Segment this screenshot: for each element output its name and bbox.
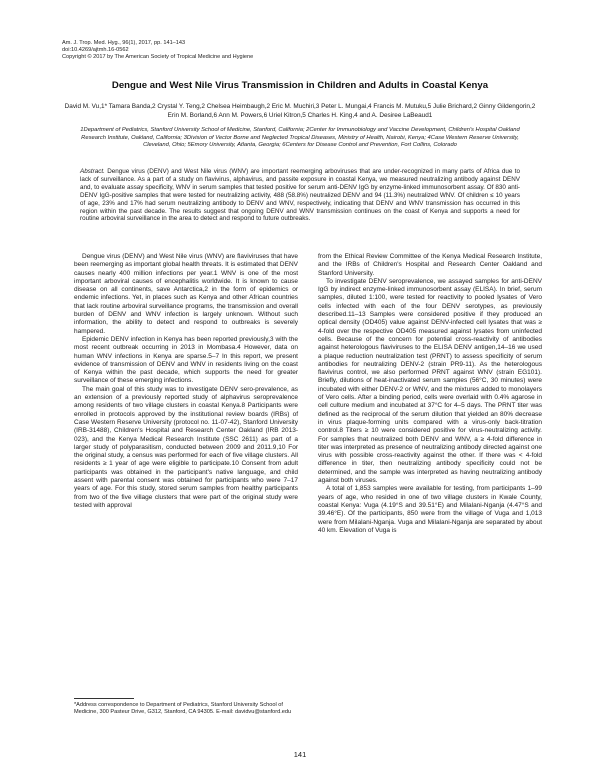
article-title: Dengue and West Nile Virus Transmission in Children and Adults in Coastal Kenya [111, 80, 489, 91]
author-list: David M. Vu,1* Tamara Banda,2 Crystal Y. Teng,2 Chelsea Heimbaugh,2 Eric M. Muchiri,3 Peter L. Mungai,4 Francis M. Mutuku,5 Julie Brichard,2 Ginny Gildengorin,2 Erin M. Borland,6 Ann M. Powers,6 Uriel Kitron,5 Charles H. King,4 and A. Desiree LaBeaud1 [64, 103, 536, 119]
affiliations: 1Department of Pediatrics, Stanford University School of Medicine, Stanford, California; 2Center for Immunobiology and Vaccine Development, Children's Hospital Oakland Research Institute, Oakland, California; 3Division of Vector Borne and Neglected Tropical Diseases, Ministry of Health, Nairobi, Kenya; 4Case Western Reserve University, Cleveland, Ohio; 5Emory University, Atlanta, Georgia; 6Centers for Disease Control and Prevention, Fort Collins, Colorado [80, 127, 520, 149]
abstract [80, 168, 520, 223]
paragraph: A total of 1,853 samples were available for testing, from participants 1–99 years of age, who resided in one of two village clusters in Kwale County, coastal Kenya: Vuga (4.19°S and 39.51°E) and Milalani-Nganja (4.47°S and 39.46°E). Of the participants, 850 were from the village of Vuga and 1,013 were from Milalani-Nganja. Vuga and Milalani-Nganja are separated by about 40 km. Elevation of Vuga is [318, 485, 542, 534]
paragraph: from the Ethical Review Committee of the Kenya Medical Research Institute, and the IRBs of Children's Hospital and Research Center Oakland and Stanford University. [318, 253, 542, 277]
doi: doi:10.4269/ajtmh.16-0562 [62, 47, 129, 54]
page-number: 141 [293, 750, 307, 759]
paragraph: To investigate DENV seroprevalence, we assayed samples for anti-DENV IgG by indirect enzyme-linked immunosorbent assay (ELISA). In brief, serum samples, diluted 1:100, were tested for reactivity to pooled lysates of Vero cells infected with each of the four DENV serotypes, as previously described.11–13 Samples were considered positive if they produced an optical density (OD405) value against DENV-infected cell lysates that was ≥ 4-fold over the respective OD405 measured against lysates from uninfected cells. Because of the concern for potential cross-reactivity of antibodies against heterologous flaviviruses to the ELISA DENV antigen,14–16 we used a plaque reduction neutralization test (PRNT) to assess specificity of serum antibodies for neutralizing DENV-2 (strain PR9-11). As the heterologous flavivirus control, we also performed PRNT against WNV (strain EG101). Briefly, dilutions of heat-inactivated serum samples (56°C, 30 minutes) were incubated with either DENV-2 or WNV, and the mixtures added to monolayers of Vero cells. After a binding period, cells were overlaid with 0.4% agarose in cell culture medium and incubated at 37°C for 4–5 days. The PRNT titer was defined as the reciprocal of the serum dilution that yielded an 80% decrease in virus plaque-forming units compared with a virus-only back-titration control.8 Titers ≥ 10 were considered positive for virus-neutralizing activity. For samples that neutralized both DENV and WNV, a ≥ 4-fold difference in titer was interpreted as presence of neutralizing antibody directed against one virus with possible cross-reactivity against the other. If there was < 4-fold difference in titer, then neutralizing antibody specificity could not be determined, and the sample was interpreted as having neutralizing antibody against both viruses. [318, 277, 542, 485]
journal-header [62, 40, 253, 62]
footnote-divider [74, 698, 134, 699]
paragraph: Epidemic DENV infection in Kenya has been reported previously,3 with the most recent outbreak occurring in 2013 in Mombasa.4 However, data on human WNV infections in Kenya are sparse.5–7 In this report, we present evidence of transmission of DENV and WNV in residents living on the coast of Kenya within the past decade, which supports the need for greater surveillance of these emerging infections. [74, 335, 298, 385]
abstract-text: Dengue virus (DENV) and West Nile virus (WNV) are important reemerging arboviruses that are under-recognized in many parts of Africa due to lack of surveillance. As a part of a study on flavivirus, alphavirus, and passite exposure in coastal Kenya, we measured neutralizing antibody against DENV and, to evaluate assay specificity, WNV in serum samples that tested positive for serum anti-DENV IgG by enzyme-linked immunosorbent assay. Of 830 anti-DENV IgG-positive samples that were tested for neutralizing activity, 488 (58.8%) neutralized DENV and 94 (11.3%) neutralized WNV. Of children ≤ 10 years of age, 23% and 17% had serum neutralizing antibody to DENV and WNV, respectively, indicating that DENV and WNV transmission has occurred in this region within the past decade. The results suggest that ongoing DENV and WNV transmission continues on the coast of Kenya and supports a need for routine arboviral surveillance in the area to detect and respond to future outbreaks. [80, 168, 521, 223]
paragraph: The main goal of this study was to investigate DENV sero-prevalence, as an extension of a previously reported study of alphavirus seroprevalence among residents of two village clusters in coastal Kenya.8 Participants were enrolled in protocols approved by the institutional review boards (IRBs) of Case Western Reserve University (protocol no. 11-07-42), Stanford University (IRB-31488), Children's Hospital and Research Center Oakland (IRB 2013-023), and the Kenya Medical Research Institute (SSC 2611) as part of a larger study of polyparasitism, conducted between 2009 and 2011.9,10 For the original study, a census was performed for each of five village clusters. All residents ≥ 1 year of age were eligible to participate.10 Consent from adult participants was obtained in the participant's native language, and child assent with parental consent was obtained for participants who were 7–17 years of age. For this study, stored serum samples from healthy participants from two of the five village clusters that were part of the original study were tested with approval [74, 385, 298, 509]
journal-citation: Am. J. Trop. Med. Hyg., 96(1), 2017, pp. 141–143 [62, 40, 186, 46]
copyright: Copyright © 2017 by The American Society of Tropical Medicine and Hygiene [62, 54, 254, 61]
left-column [74, 253, 298, 510]
abstract-label: Abstract. [80, 168, 105, 175]
paragraph: Dengue virus (DENV) and West Nile virus (WNV) are flaviviruses that have been reemerging as important global health threats. It is estimated that DENV causes nearly 400 million infections per year.1 WNV is one of the most important arboviral causes of encephalitis worldwide. It is known to cause disease on all continents, save Antarctica,2 in the form of epidemics or endemic infections. Yet, in places such as Kenya and other African countries that lack routine arboviral surveillance programs, the transmission and overall burden of DENV and WNV infection is largely unknown. Without such information, the ability to detect and respond to outbreaks is severely hampered. [74, 253, 298, 335]
right-column [318, 253, 542, 535]
correspondence-footnote: *Address correspondence to Department of Pediatrics, Stanford University School of Medicine, 300 Pasteur Drive, G312, Stanford, CA 94305. E-mail: davidvu@stanford.edu [74, 702, 292, 716]
